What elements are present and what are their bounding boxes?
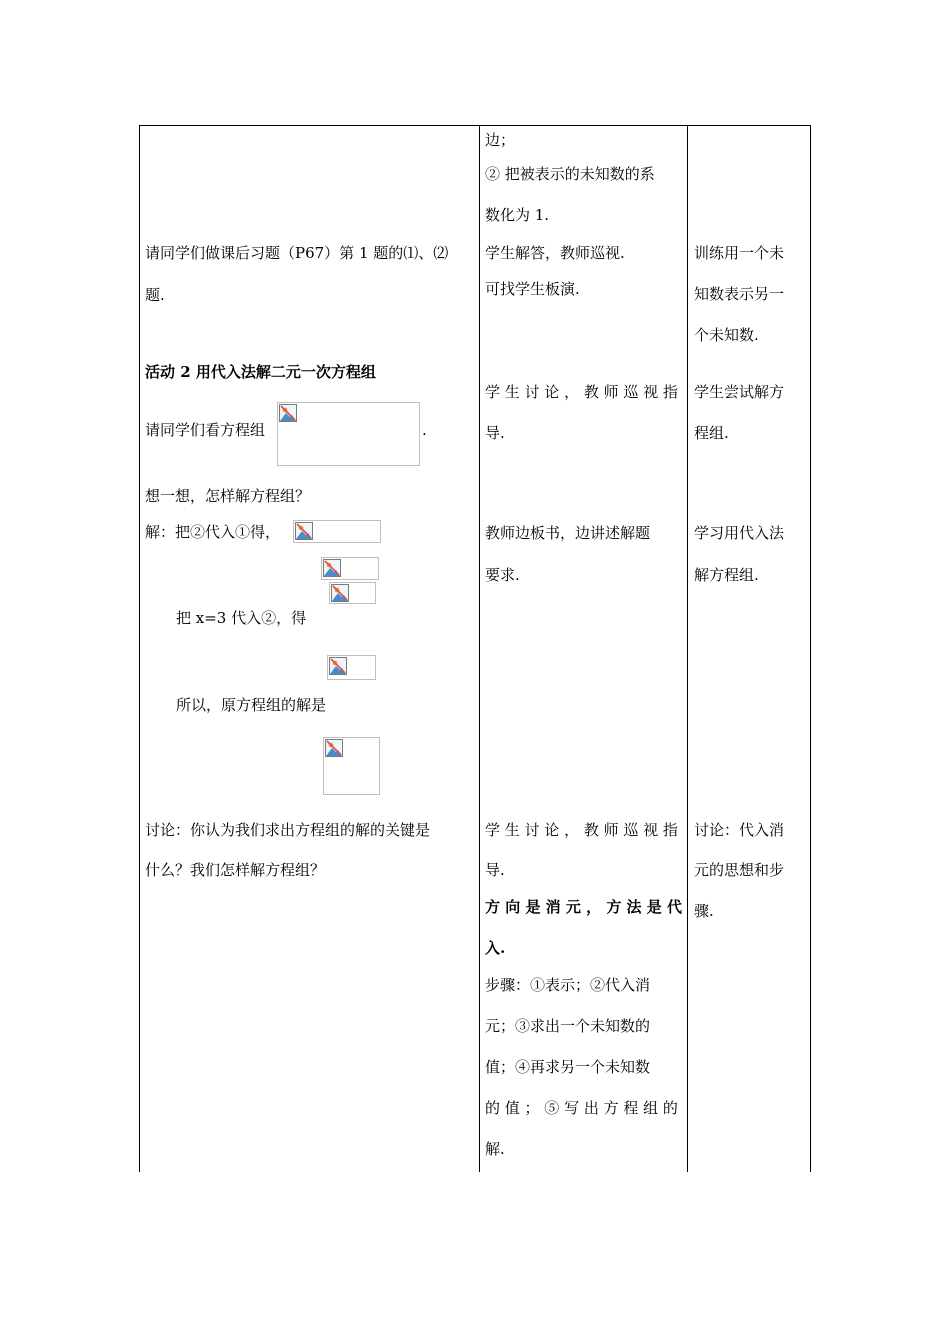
discussion-line1: 讨论：你认为我们求出方程组的解的关键是 bbox=[145, 821, 431, 839]
think-question: 想一想，怎样解方程组？ bbox=[145, 487, 311, 505]
col2-text: ② 把被表示的未知数的系 bbox=[485, 165, 655, 183]
exercise-text-line1: 请同学们做课后习题（P67）第 1 题的⑴、⑵ bbox=[145, 244, 449, 262]
col2-text: 学 生 讨 论 ， 教 师 巡 视 指 bbox=[485, 821, 678, 839]
col3-text: 个未知数. bbox=[694, 326, 759, 344]
col3-text: 解方程组. bbox=[694, 566, 759, 584]
substitute-step: 把 x=3 代入②，得 bbox=[176, 609, 307, 627]
equation-image-2 bbox=[321, 557, 379, 580]
broken-image-icon bbox=[331, 584, 349, 602]
col2-text: 值；④再求另一个未知数 bbox=[485, 1058, 651, 1076]
column-divider-1 bbox=[479, 125, 480, 1172]
look-text-period: . bbox=[422, 421, 427, 439]
col2-bold-text: 入. bbox=[485, 939, 506, 957]
col2-text: 要求. bbox=[485, 566, 520, 584]
col3-text: 学习用代入法 bbox=[694, 524, 785, 542]
col3-text: 训练用一个未 bbox=[694, 244, 785, 262]
equation-image-4 bbox=[327, 655, 376, 680]
broken-image-icon bbox=[325, 739, 343, 757]
col2-text: 可找学生板演. bbox=[485, 280, 580, 298]
col2-text: 教师边板书，边讲述解题 bbox=[485, 524, 651, 542]
broken-image-icon bbox=[323, 559, 341, 577]
broken-image-icon bbox=[279, 404, 297, 422]
column-divider-2 bbox=[687, 125, 688, 1172]
broken-image-icon bbox=[295, 522, 313, 540]
table-right-border bbox=[810, 125, 811, 1172]
col3-text: 程组. bbox=[694, 424, 729, 442]
col2-text: 学 生 讨 论 ， 教 师 巡 视 指 bbox=[485, 383, 678, 401]
activity-2-title: 活动 2 用代入法解二元一次方程组 bbox=[145, 363, 376, 381]
solution-step-1: 解：把②代入①得， bbox=[145, 523, 281, 541]
exercise-text-line2: 题. bbox=[145, 286, 165, 304]
col2-text: 边； bbox=[485, 131, 516, 149]
col2-text: 元；③求出一个未知数的 bbox=[485, 1017, 651, 1035]
col2-text: 的 值 ； ⑤ 写 出 方 程 组 的 bbox=[485, 1099, 678, 1117]
table-top-border bbox=[139, 125, 811, 126]
col2-text: 解. bbox=[485, 1140, 505, 1158]
look-at-system-text: 请同学们看方程组 bbox=[145, 421, 266, 439]
col3-text: 讨论：代入消 bbox=[694, 821, 785, 839]
col3-text: 学生尝试解方 bbox=[694, 383, 785, 401]
solution-system-image bbox=[323, 737, 380, 795]
col2-text: 导. bbox=[485, 861, 505, 879]
discussion-line2: 什么？我们怎样解方程组？ bbox=[145, 861, 326, 879]
equation-system-image bbox=[277, 402, 420, 466]
therefore-text: 所以，原方程组的解是 bbox=[176, 696, 327, 714]
col2-text: 数化为 1. bbox=[485, 206, 550, 224]
col2-text: 导. bbox=[485, 424, 505, 442]
col2-bold-text: 方 向 是 消 元 ， 方 法 是 代 bbox=[485, 898, 683, 916]
col3-text: 骤. bbox=[694, 902, 714, 920]
col3-text: 知数表示另一 bbox=[694, 285, 785, 303]
equation-image-3 bbox=[329, 582, 376, 604]
col2-text: 学生解答，教师巡视. bbox=[485, 244, 625, 262]
table-left-border bbox=[139, 125, 140, 1172]
equation-image-1 bbox=[293, 520, 381, 543]
col3-text: 元的思想和步 bbox=[694, 861, 785, 879]
col2-text: 步骤：①表示；②代入消 bbox=[485, 976, 651, 994]
broken-image-icon bbox=[329, 657, 347, 675]
